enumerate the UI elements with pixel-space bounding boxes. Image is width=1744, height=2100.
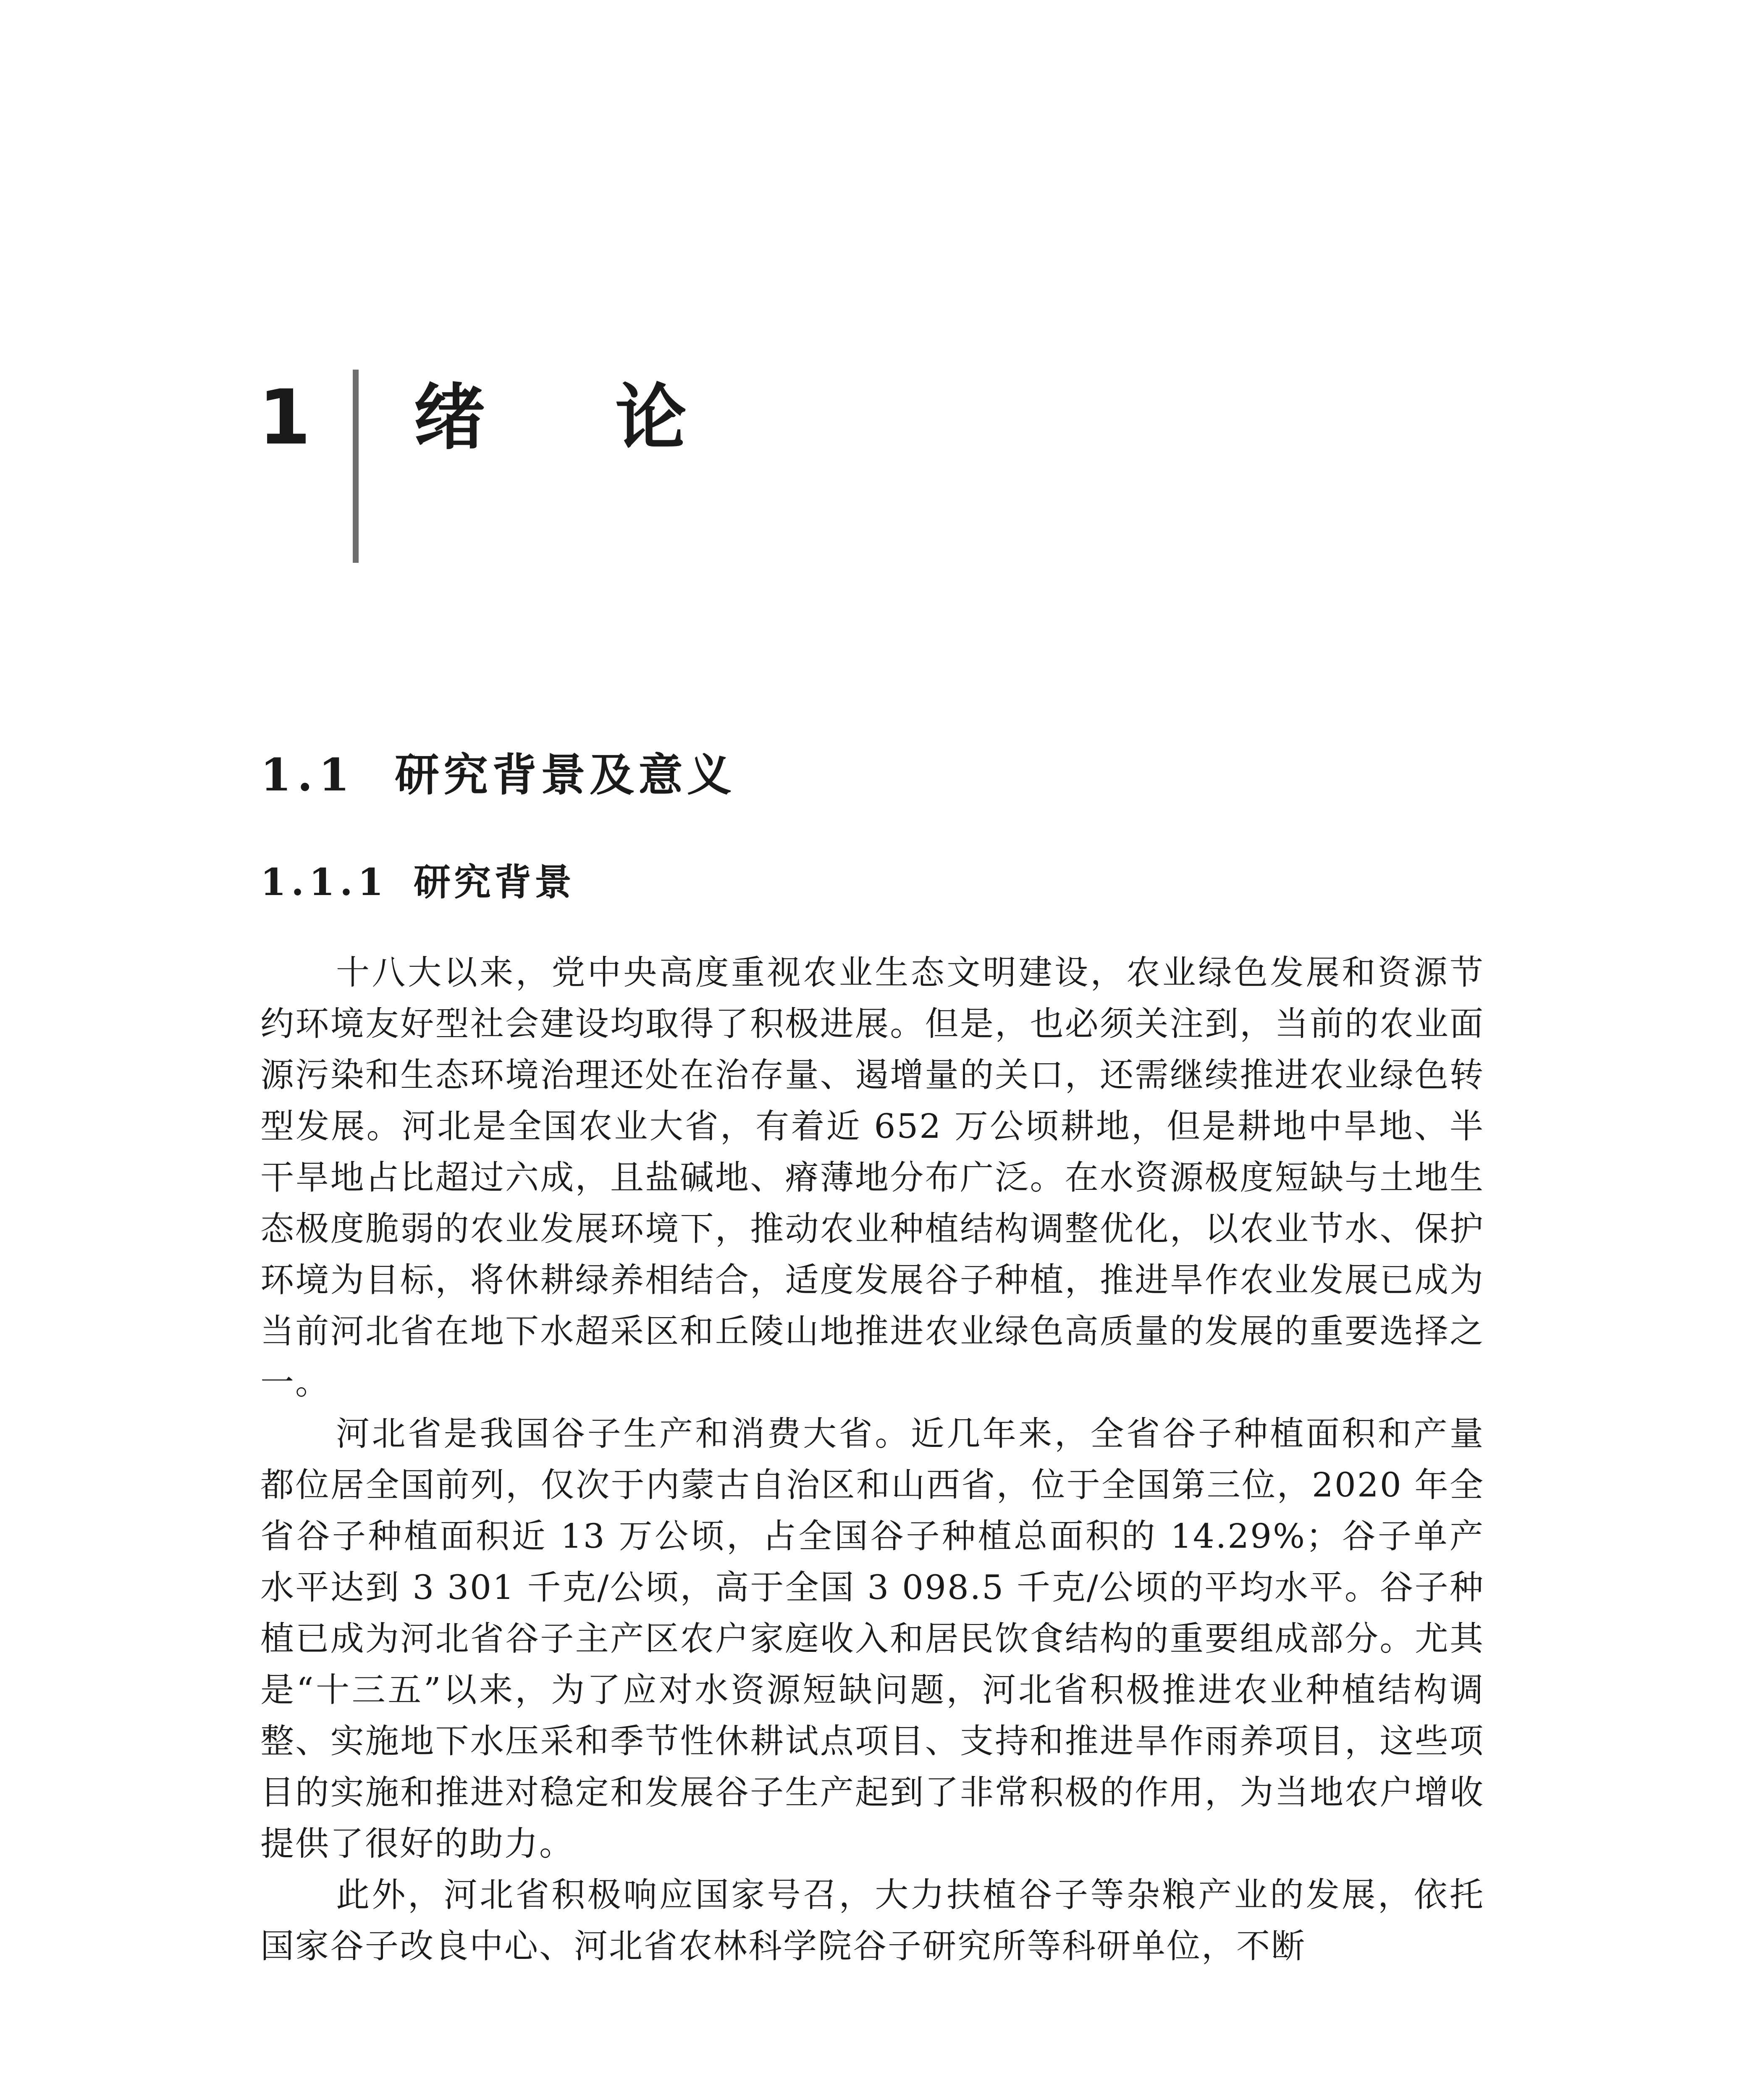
chapter-number: 1 [258,374,311,462]
subsection-heading-1-1-1 [260,859,575,906]
paragraph: 河北省是我国谷子生产和消费大省。近几年来，全省谷子种植面积和产量都位居全国前列，仅次于内蒙古自治区和山西省，位于全国第三位，2020 年全省谷子种植面积近 13 万公顷，占全国谷子种植总面积的 14.29%；谷子单产水平达到 3 301 千克/公顷，高于全国 3 098.5 千克/公顷的平均水平。谷子种植已成为河北省谷子主产区农户家庭收入和居民饮食结构的重要组成部分。尤其是“十三五”以来，为了应对水资源短缺问题，河北省积极推进农业种植结构调整、实施地下水压采和季节性休耕试点项目、支持和推进旱作雨养项目，这些项目的实施和推进对稳定和发展谷子生产起到了非常积极的作用，为当地农户增收提供了很好的助力。 [260,1414,1484,1863]
chapter-title: 绪论 [414,376,817,459]
subsection-number: 1.1.1 [260,860,388,904]
paragraph: 此外，河北省积极响应国家号召，大力扶植谷子等杂粮产业的发展，依托国家谷子改良中心、河北省农林科学院谷子研究所等科研单位，不断 [260,1875,1484,1966]
section-number: 1.1 [260,748,356,801]
paragraph: 十八大以来，党中央高度重视农业生态文明建设，农业绿色发展和资源节约环境友好型社会建设均取得了积极进展。但是，也必须关注到，当前的农业面源污染和生态环境治理还处在治存量、遏增量的关口，还需继续推进农业绿色转型发展。河北是全国农业大省，有着近 652 万公顷耕地，但是耕地中旱地、半干旱地占比超过六成，且盐碱地、瘠薄地分布广泛。在水资源极度短缺与土地生态极度脆弱的农业发展环境下，推动农业种植结构调整优化，以农业节水、保护环境为目标，将休耕绿养相结合，适度发展谷子种植，推进旱作农业发展已成为当前河北省在地下水超采区和丘陵山地推进农业绿色高质量的发展的重要选择之一。 [260,953,1484,1402]
section-title: 研究背景及意义 [395,748,736,801]
chapter-divider [353,370,359,563]
section-heading-1-1 [260,748,736,802]
body-text [260,947,1484,1972]
subsection-title: 研究背景 [414,861,575,904]
